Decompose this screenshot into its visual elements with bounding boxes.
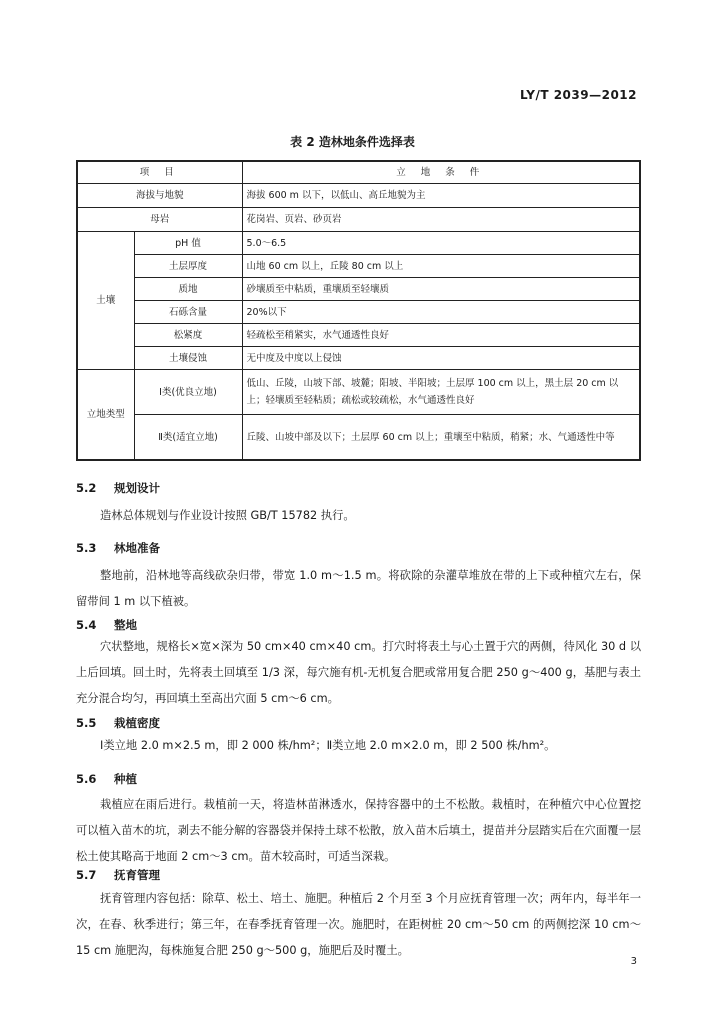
section-text: 整地前，沿林地等高线砍杂归带，带宽 1.0 m～1.5 m。将砍除的杂灌草堆放在带的上下或种植穴左右，保留带间 1 m 以下植被。 xyxy=(76,569,641,608)
section-heading: 5.7 抚育管理 xyxy=(76,868,160,882)
section-text: 栽植应在雨后进行。栽植前一天，将造林苗淋透水，保持容器中的土不松散。栽植时，在种植穴中心位置挖可以植入苗木的坑，剥去不能分解的容器袋并保持土球不松散，放入苗木后填土，提苗并分层踏实后在穴面覆一层松土使其略高于地面 2 cm～3 cm。苗木较高时，可适当深栽。 xyxy=(76,798,641,863)
section-text: 穴状整地，规格长×宽×深为 50 cm×40 cm×40 cm。打穴时将表土与心土置于穴的两侧，待风化 30 d 以上后回填。回土时，先将表土回填至 1/3 深，每穴施有机-无机复合肥或常用复合肥 250 g～400 g，基肥与表土充分混合均匀，再回填土至高出穴面 5 cm～6 cm。 xyxy=(76,640,641,705)
soil-row-label: 土壤侵蚀 xyxy=(134,347,242,370)
soil-row-value: 无中度及中度以上侵蚀 xyxy=(242,347,640,370)
soil-row-value: 砂壤质至中粘质，重壤质至轻壤质 xyxy=(242,278,640,301)
standard-code: LY/T 2039—2012 xyxy=(519,88,637,102)
page-number: 3 xyxy=(630,956,637,967)
soil-row-value: 轻疏松至稍紧实，水气通透性良好 xyxy=(242,324,640,347)
soil-row-value: 5.0～6.5 xyxy=(242,232,640,255)
section-heading: 5.4 整地 xyxy=(76,618,137,632)
section-heading: 5.2 规划设计 xyxy=(76,481,160,495)
site-conditions-table xyxy=(76,160,641,461)
section-heading: 5.3 林地准备 xyxy=(76,541,160,555)
section-heading: 5.6 种植 xyxy=(76,772,137,786)
altitude-label: 海拔与地貌 xyxy=(77,184,242,208)
site-row-value: 丘陵、山坡中部及以下；土层厚 60 cm 以上；重壤至中粘质，稍紧；水、气通透性中等 xyxy=(242,415,640,461)
bedrock-value: 花岗岩、页岩、砂页岩 xyxy=(242,208,640,232)
soil-row-label: 质地 xyxy=(134,278,242,301)
altitude-value: 海拔 600 m 以下，以低山、高丘地貌为主 xyxy=(242,184,640,208)
section-text: 造林总体规划与作业设计按照 GB/T 15782 执行。 xyxy=(100,509,355,522)
bedrock-label: 母岩 xyxy=(77,208,242,232)
site-group-label: 立地类型 xyxy=(77,370,134,461)
soil-row-value: 20%以下 xyxy=(242,301,640,324)
soil-row-value: 山地 60 cm 以上，丘陵 80 cm 以上 xyxy=(242,255,640,278)
section-text: 抚育管理内容包括：除草、松土、培土、施肥。种植后 2 个月至 3 个月应抚育管理一次；两年内，每半年一次，在春、秋季进行；第三年，在春季抚育管理一次。施肥时，在距树桩 20 cm～50 cm 的两侧挖深 10 cm～15 cm 施肥沟，每株施复合肥 250 g～500 g，施肥后及时覆土。 xyxy=(76,892,641,957)
soil-row-label: pH 值 xyxy=(134,232,242,255)
table-title: 表 2 造林地条件选择表 xyxy=(290,135,415,149)
site-row-value: 低山、丘陵，山坡下部、坡麓；阳坡、半阳坡；土层厚 100 cm 以上，黑土层 20 cm 以上；轻壤质至轻粘质；疏松或较疏松，水气通透性良好 xyxy=(242,370,640,415)
section-text: Ⅰ类立地 2.0 m×2.5 m，即 2 000 株/hm²；Ⅱ类立地 2.0 m×2.0 m，即 2 500 株/hm²。 xyxy=(100,739,556,752)
soil-row-label: 土层厚度 xyxy=(134,255,242,278)
site-row-label: Ⅱ类(适宜立地) xyxy=(134,415,242,461)
soil-row-label: 石砾含量 xyxy=(134,301,242,324)
soil-group-label: 土壤 xyxy=(77,232,134,370)
site-row-label: Ⅰ类(优良立地) xyxy=(134,370,242,415)
soil-row-label: 松紧度 xyxy=(134,324,242,347)
header-condition: 立 地 条 件 xyxy=(242,161,640,184)
section-heading: 5.5 栽植密度 xyxy=(76,716,160,730)
header-item: 项 目 xyxy=(77,161,242,184)
